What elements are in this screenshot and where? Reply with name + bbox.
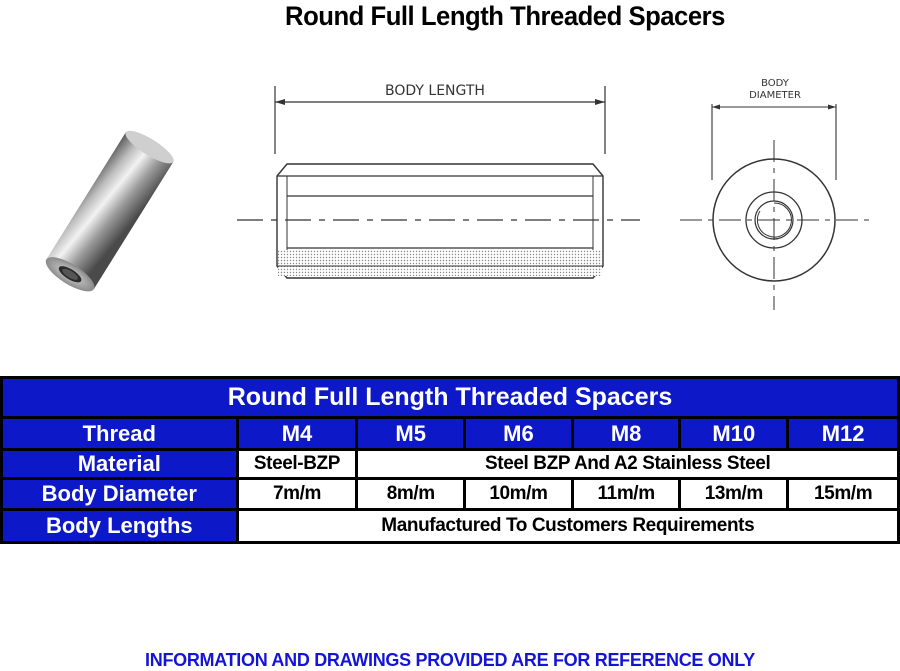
table-caption: Round Full Length Threaded Spacers [3,379,897,416]
disclaimer-footer: INFORMATION AND DRAWINGS PROVIDED ARE FOR REFERENCE ONLY [145,650,755,670]
table-row-material [3,451,897,477]
diameter-m6: 10m/m [466,480,571,508]
spacer-photo [14,130,194,310]
thread-m4: M4 [239,419,356,448]
thread-m12: M12 [789,419,897,448]
body-lengths-value: Manufactured To Customers Requirements [239,511,897,541]
spec-table [0,376,900,544]
material-m4: Steel-BZP [239,451,356,477]
diameter-m12: 15m/m [789,480,897,508]
thread-m10: M10 [681,419,786,448]
diameter-m4: 7m/m [239,480,356,508]
page-title: Round Full Length Threaded Spacers [285,1,725,31]
diameter-m10: 13m/m [681,480,786,508]
table-row-body-diameter [3,480,897,508]
end-view-drawing [680,70,880,320]
body-lengths-label: Body Lengths [3,511,236,541]
side-view-drawing [235,70,645,300]
material-others: Steel BZP And A2 Stainless Steel [358,451,897,477]
body-diameter-label-line2: DIAMETER [749,90,801,101]
thread-m6: M6 [466,419,571,448]
body-length-label: BODY LENGTH [385,83,485,99]
body-diameter-label: Body Diameter [3,480,236,508]
thread-m5: M5 [358,419,463,448]
thread-m8: M8 [574,419,679,448]
thread-label: Thread [3,419,236,448]
diameter-m5: 8m/m [358,480,463,508]
body-diameter-label-line1: BODY [761,78,789,89]
table-row-thread [3,419,897,448]
diameter-m8: 11m/m [574,480,679,508]
material-label: Material [3,451,236,477]
table-row-body-lengths [3,511,897,541]
